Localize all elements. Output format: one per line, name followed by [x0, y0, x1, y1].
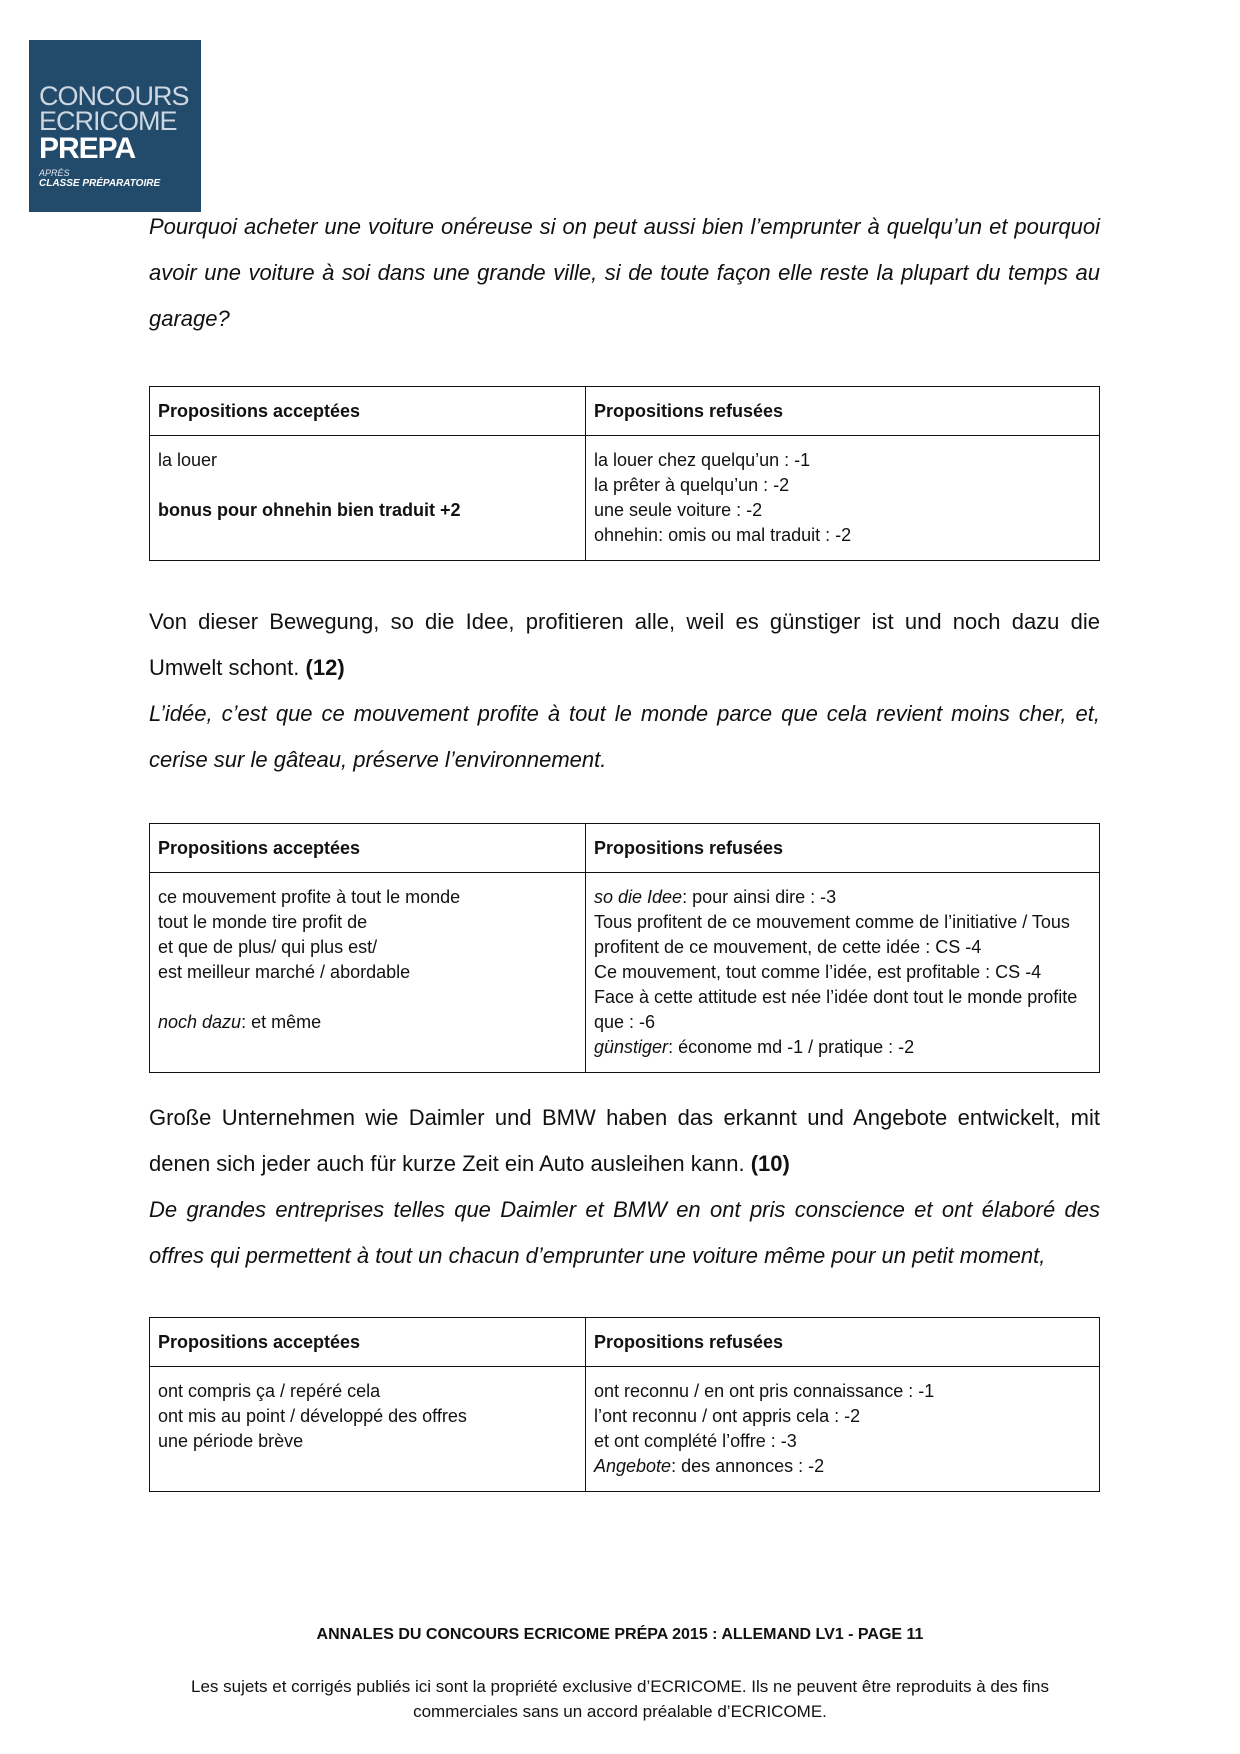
logo-line-classe: CLASSE PRÉPARATOIRE [39, 178, 161, 189]
refused-item: et ont complété l’offre : -3 [594, 1431, 797, 1451]
refused-cell [586, 436, 1100, 561]
accepted-item: une période brève [158, 1431, 304, 1451]
accepted-cell [150, 1367, 586, 1492]
header-accepted: Propositions acceptées [150, 387, 586, 436]
header-accepted: Propositions acceptées [150, 824, 586, 873]
bonus-item: bonus pour ohnehin bien traduit +2 [158, 500, 461, 520]
proposition-table-3 [149, 1317, 1100, 1492]
accepted-item: est meilleur marché / abordable [158, 962, 411, 982]
refused-item: ohnehin: omis ou mal traduit : -2 [594, 525, 852, 545]
accepted-cell [150, 873, 586, 1073]
header-accepted: Propositions acceptées [150, 1318, 586, 1367]
french-translation-2: De grandes entreprises telles que Daimler et BMW en ont pris conscience et ont élaboré des offres qui permettent à tout un chacun d’emprunter une voiture même pour un petit moment, [149, 1197, 1100, 1268]
footer-title: ANNALES DU CONCOURS ECRICOME PRÉPA 2015 : ALLEMAND LV1 - PAGE 11 [316, 1626, 924, 1643]
header-refused: Propositions refusées [586, 1318, 1100, 1367]
accepted-item: ont mis au point / développé des offres [158, 1406, 467, 1426]
page-content [149, 204, 1100, 1492]
score-badge: (12) [305, 655, 345, 680]
german-term: noch dazu [158, 1012, 242, 1032]
accepted-item: tout le monde tire profit de [158, 912, 368, 932]
header-refused: Propositions refusées [586, 824, 1100, 873]
refused-item: la louer chez quelqu’un : -1 [594, 450, 811, 470]
accepted-item: la louer [158, 450, 218, 470]
refused-item: l’ont reconnu / ont appris cela : -2 [594, 1406, 861, 1426]
french-translation-0: Pourquoi acheter une voiture onéreuse si on peut aussi bien l’emprunter à quelqu’un et pourquoi avoir une voiture à soi dans une grande ville, si de toute façon elle reste la plupart du temps au garage? [149, 214, 1100, 331]
refused-item: Face à cette attitude est née l’idée dont tout le monde profite que : -6 [594, 987, 1078, 1032]
term-translation: : économe md -1 / pratique : -2 [668, 1037, 915, 1057]
german-text: Von dieser Bewegung, so die Idee, profitieren alle, weil es günstiger ist und noch dazu die Umwelt schont. [149, 609, 1100, 680]
score-badge: (10) [750, 1151, 790, 1176]
accepted-item: ont compris ça / repéré cela [158, 1381, 381, 1401]
term-translation: : et même [241, 1012, 322, 1032]
german-term: so die Idee [594, 887, 683, 907]
term-translation: : pour ainsi dire : -3 [682, 887, 837, 907]
french-translation-1: L’idée, c’est que ce mouvement profite à tout le monde parce que cela revient moins cher, et, cerise sur le gâteau, préserve l’environnement. [149, 701, 1100, 772]
refused-item: la prêter à quelqu’un : -2 [594, 475, 790, 495]
refused-item: ont reconnu / en ont pris connaissance : -1 [594, 1381, 935, 1401]
accepted-item: ce mouvement profite à tout le monde [158, 887, 461, 907]
refused-item [594, 1035, 1091, 1060]
accepted-cell [150, 436, 586, 561]
proposition-table-2 [149, 823, 1100, 1073]
refused-cell [586, 873, 1100, 1073]
ecricome-logo [29, 40, 201, 212]
refused-item [594, 885, 1091, 910]
refused-item: une seule voiture : -2 [594, 500, 763, 520]
refused-item: Ce mouvement, tout comme l’idée, est profitable : CS -4 [594, 962, 1042, 982]
term-translation: : des annonces : -2 [671, 1456, 825, 1476]
accepted-item: et que de plus/ qui plus est/ [158, 937, 378, 957]
copyright-note: Les sujets et corrigés publiés ici sont la propriété exclusive d’ECRICOME. Ils ne peuvent être reproduits à des fins commerciales sans un accord préalable d’ECRICOME. [191, 1677, 1049, 1721]
logo-line-prepa: PREPA [39, 132, 136, 165]
refused-cell [586, 1367, 1100, 1492]
logo-line-ecricome: ECRICOME [39, 106, 177, 136]
logo-line-apres: APRÈS [39, 168, 70, 178]
german-term: günstiger [594, 1037, 669, 1057]
german-text: Große Unternehmen wie Daimler und BMW haben das erkannt und Angebote entwickelt, mit denen sich jeder auch für kurze Zeit ein Auto ausleihen kann. [149, 1105, 1100, 1176]
german-sentence-1 [149, 599, 1100, 691]
header-refused: Propositions refusées [586, 387, 1100, 436]
accepted-item [158, 1010, 577, 1035]
refused-item [594, 1454, 1091, 1479]
logo-line-concours: CONCOURS [39, 81, 189, 111]
proposition-table-1 [149, 386, 1100, 561]
german-term: Angebote [594, 1456, 672, 1476]
refused-item: Tous profitent de ce mouvement comme de l’initiative / Tous profitent de ce mouvement, de cette idée : CS -4 [594, 912, 1070, 957]
german-sentence-2 [149, 1095, 1100, 1187]
